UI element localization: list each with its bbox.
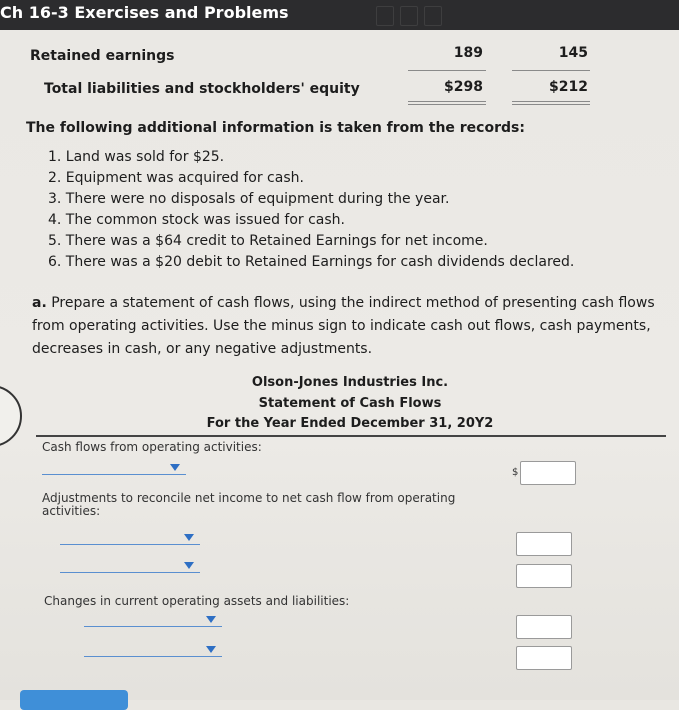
retained-earnings-label: Retained earnings — [30, 48, 175, 64]
additional-info-intro: The following additional information is taken from the records: — [26, 120, 525, 136]
question-label: a. — [32, 295, 47, 311]
chevron-down-icon — [170, 464, 180, 471]
operating-heading: Cash flows from operating activities: — [42, 440, 262, 454]
info-item: 4. The common stock was issued for cash. — [48, 212, 345, 228]
check-my-work-button[interactable] — [20, 690, 128, 710]
adjustments-heading: Adjustments to reconcile net income to net cash flow from operating activities: — [42, 491, 456, 518]
question-text — [32, 292, 672, 361]
double-rule-2a — [512, 101, 590, 102]
double-rule-2b — [512, 104, 590, 105]
info-item: 6. There was a $20 debit to Retained Earnings for cash dividends declared. — [48, 254, 575, 270]
print-icon[interactable] — [376, 6, 394, 26]
change-dropdown-2[interactable] — [84, 642, 222, 657]
statement-period: For the Year Ended December 31, 20Y2 — [206, 416, 494, 431]
nav-circle[interactable] — [0, 385, 22, 447]
company-name: Olson-Jones Industries Inc. — [251, 375, 449, 390]
question-body: Prepare a statement of cash flows, using the indirect method of presenting cash flows from operating activities. Use the minus sign to indicate cash out flows, cash payments, decreases in cash, or any negative adjustments. — [32, 295, 655, 357]
double-rule-1a — [408, 101, 486, 102]
chevron-down-icon — [184, 562, 194, 569]
retained-earnings-value-2: 145 — [558, 45, 588, 61]
chevron-down-icon — [206, 646, 216, 653]
total-liabilities-value-2: $212 — [549, 79, 588, 95]
adjustment-dropdown-2[interactable] — [60, 558, 200, 573]
subtotal-rule-1 — [408, 70, 486, 71]
info-item: 2. Equipment was acquired for cash. — [48, 170, 304, 186]
change-dropdown-1[interactable] — [84, 612, 222, 627]
subtotal-rule-2 — [512, 70, 590, 71]
statement-rule — [36, 435, 666, 437]
total-liabilities-label: Total liabilities and stockholders' equity — [44, 81, 360, 97]
info-item: 1. Land was sold for $25. — [48, 149, 225, 165]
info-item: 3. There were no disposals of equipment during the year. — [48, 191, 450, 207]
page-title: Ch 16-3 Exercises and Problems — [0, 3, 289, 22]
chevron-down-icon — [206, 616, 216, 623]
double-rule-1b — [408, 104, 486, 105]
adjustment-amount-input-2[interactable] — [516, 564, 572, 588]
exercise-content — [0, 30, 679, 700]
total-liabilities-value-1: $298 — [444, 79, 483, 95]
net-income-dropdown[interactable] — [42, 460, 186, 475]
statement-title: Statement of Cash Flows — [258, 396, 442, 411]
change-amount-input-2[interactable] — [516, 646, 572, 670]
chevron-down-icon — [184, 534, 194, 541]
adjustment-amount-input-1[interactable] — [516, 532, 572, 556]
net-income-amount-input[interactable] — [520, 461, 576, 485]
change-amount-input-1[interactable] — [516, 615, 572, 639]
page-icon[interactable] — [424, 6, 442, 26]
info-item: 5. There was a $64 credit to Retained Earnings for net income. — [48, 233, 488, 249]
dollar-sign: $ — [512, 467, 519, 478]
title-bar — [0, 0, 679, 30]
adjustment-dropdown-1[interactable] — [60, 530, 200, 545]
volume-icon[interactable] — [400, 6, 418, 26]
retained-earnings-value-1: 189 — [453, 45, 483, 61]
current-changes-heading: Changes in current operating assets and liabilities: — [44, 594, 350, 608]
